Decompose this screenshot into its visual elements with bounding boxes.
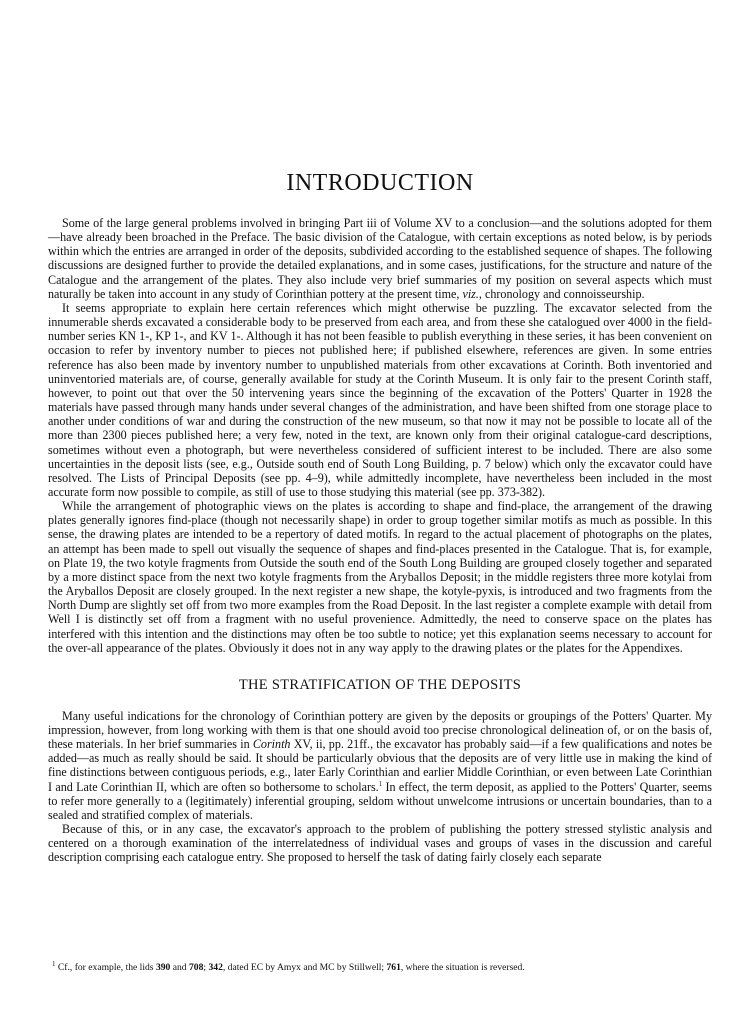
footnote-ref-761: 761 xyxy=(386,962,401,973)
paragraph-3: While the arrangement of photographic views on the plates is according to shape and find-place, the arrangement of the drawing plates generally ignores find-place (though not necessarily shape) in order to group together similar motifs as much as possible. In this sense, the drawing plates are intended to be a repertory of dated motifs. In regard to the actual placement of photographs on the plates, an attempt has been made to spell out visually the sequence of shapes and find-places presented in the Catalogue. That is, for example, on Plate 19, the two kotyle fragments from Outside the south end of the South Long Building are grouped closely together and separated by a more distinct space from the next two kotyle fragments from the Aryballos Deposit; in the middle registers three more kotylai from the Aryballos Deposit are closely grouped. In the next register a new shape, the kotyle-pyxis, is introduced and two fragments from the North Dump are slightly set off from two more examples from the Road Deposit. In the last register a complete example with detail from Well I is distinctly set off from a fragment with no useful provenience. Admittedly, the need to conserve space on the plates has interfered with this intention and the distinctions may often be too subtle to notice; yet this explanation seems necessary to account for the over-all appearance of the plates. Obviously it does not in any way apply to the drawing plates or the plates for the Appendixes. xyxy=(48,499,712,655)
footnote-number: 1 xyxy=(52,959,56,968)
paragraph-2: It seems appropriate to explain here certain references which might otherwise be puzzling. The excavator selected from the innumerable sherds excavated a considerable body to be preserved from each area, and from these she catalogued over 4000 in the field-number series KN 1-, KP 1-, and KV 1-. Although it has not been feasible to publish everything in these series, it has been convenient on occasion to refer by inventory number to pieces not published here; if published elsewhere, references are given. In some entries reference has also been made by inventory number to unpublished materials from other excavations at Corinth. Both inventoried and uninventoried materials are, of course, generally available for study at the Corinth Museum. It is only fair to the present Corinth staff, however, to point out that over the 50 intervening years since the beginning of the excavation of the Potters' Quarter in 1928 the materials have passed through many hands under several changes of the administration, and have been shifted from one storage place to another under conditions of war and during the construction of the new museum, so that now it may not be possible to locate all of the more than 2300 pieces published here; a very few, noted in the text, are known only from their original catalogue-card descriptions, sometimes without even a photograph, but were nevertheless considered of sufficient interest to be included. There are also some uncertainties in the deposit lists (see, e.g., Outside south end of South Long Building, p. 7 below) which only the excavator could have resolved. The Lists of Principal Deposits (see pp. 4–9), while admittedly incomplete, have nevertheless been included in the most accurate form now possible to compile, as still of use to those studying this material (see pp. 373-382). xyxy=(48,300,712,499)
viz-abbrev: viz. xyxy=(462,286,479,301)
footnote xyxy=(48,959,712,974)
footnote-ref-708: 708 xyxy=(189,962,204,973)
section-heading: THE STRATIFICATION OF THE DEPOSITS xyxy=(238,676,522,693)
corinth-title: Corinth xyxy=(252,737,291,752)
footnote-ref-342: 342 xyxy=(208,962,223,973)
chapter-title: INTRODUCTION xyxy=(286,170,474,196)
section-paragraph-1-c: In effect, the term deposit, as applied to the Potters' Quarter, seems to refer more generally to a (legitimately) inferential grouping, seldom without unwelcome intrusions or uncertain boundaries, than to a sealed and stratified complex of materials. xyxy=(48,779,712,822)
paragraph-1-end: , chronology and connoisseurship. xyxy=(478,286,645,301)
footnote-text-d: , dated EC by Amyx and MC by Stillwell; xyxy=(222,962,387,973)
paragraph-1 xyxy=(48,216,712,301)
footnote-text-c: ; xyxy=(203,962,209,973)
footnote-text-a: Cf., for example, the lids xyxy=(55,962,156,973)
footnote-text-e: , where the situation is reversed. xyxy=(400,962,525,973)
footnote-text-b: and xyxy=(170,962,189,973)
section-paragraph-2: Because of this, or in any case, the excavator's approach to the problem of publishing the pottery stressed stylistic analysis and centered on a thorough examination of the interrelatedness of individual vases and groups of vases in the discussion and careful description comprising each catalogue entry. She proposed to herself the task of dating fairly closely each separate xyxy=(48,822,712,865)
footnote-marker: 1 xyxy=(378,779,383,788)
section-paragraph-1-a: Many useful indications for the chronology of Corinthian pottery are given by the deposits or groupings of the Potters' Quarter. My impression, however, from long working with them is that one should avoid too precise chronological delineation of, or on the basis of, these materials. In her brief summaries in xyxy=(48,708,712,752)
section-paragraph-1 xyxy=(48,709,712,822)
section-paragraph-1-b: XV, ii, pp. 21ff., the excavator has probably said—if a few qualifications and notes be added—as much as really should be said. It should be particularly obvious that the deposits are of very little use in making the kind of fine distinctions between contiguous periods, e.g., later Early Corinthian and earlier Middle Corinthian, or even between Late Corinthian I and Late Corinthian II, which are often so bothersome to scholars. xyxy=(48,737,712,794)
body-text xyxy=(48,216,712,865)
paragraph-1-text: Some of the large general problems involved in bringing Part iii of Volume XV to a conclusion—and the solutions adopted for them—have already been broached in the Preface. The basic division of the Catalogue, with certain exceptions as noted below, is by periods within which the entries are arranged in order of the deposits, subdivided according to the established sequence of shapes. The following discussions are designed further to provide the detailed explanations, and in some cases, justifications, for the structure and nature of the Catalogue and the arrangement of the plates. They also include very brief summaries of my position on several aspects which must naturally be taken into account in any study of Corinthian pottery at the present time, xyxy=(48,216,712,301)
footnote-ref-390: 390 xyxy=(155,962,171,973)
